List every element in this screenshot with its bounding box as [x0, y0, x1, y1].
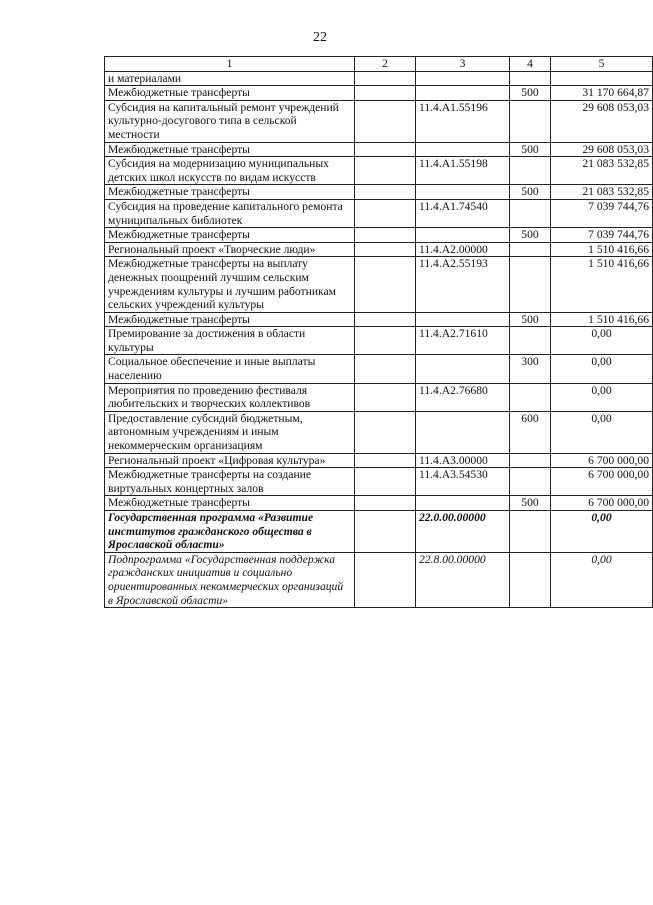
row-expense-type-cell	[510, 552, 551, 607]
row-amount-cell: 6 700 000,00	[551, 468, 653, 496]
row-column-2-cell	[355, 86, 416, 101]
row-code-cell: 11.4.А2.55193	[416, 257, 510, 312]
row-name-cell: Межбюджетные трансферты	[105, 312, 355, 327]
row-name-cell: Межбюджетные трансферты	[105, 228, 355, 243]
row-expense-type-cell: 500	[510, 496, 551, 511]
row-expense-type-cell: 600	[510, 411, 551, 453]
table-row	[105, 383, 653, 411]
row-amount-cell: 7 039 744,76	[551, 228, 653, 243]
table-row	[105, 199, 653, 227]
row-code-cell: 11.4.А3.54530	[416, 468, 510, 496]
column-header-3: 3	[416, 57, 510, 72]
row-column-2-cell	[355, 411, 416, 453]
row-column-2-cell	[355, 327, 416, 355]
row-code-cell: 11.4.А1.55196	[416, 100, 510, 142]
table-row	[105, 355, 653, 383]
row-code-cell: 11.4.А2.71610	[416, 327, 510, 355]
table-row	[105, 327, 653, 355]
row-expense-type-cell	[510, 257, 551, 312]
table-row	[105, 312, 653, 327]
row-amount-cell: 21 083 532,85	[551, 185, 653, 200]
table-row	[105, 453, 653, 468]
row-name-cell: Региональный проект «Цифровая культура»	[105, 453, 355, 468]
row-amount-cell: 0,00	[551, 327, 653, 355]
row-expense-type-cell: 500	[510, 185, 551, 200]
column-header-5: 5	[551, 57, 653, 72]
row-column-2-cell	[355, 228, 416, 243]
table-row	[105, 71, 653, 86]
table-row	[105, 86, 653, 101]
table-row	[105, 552, 653, 607]
row-name-cell: Субсидия на капитальный ремонт учреждений культурно-досугового типа в сельской местности	[105, 100, 355, 142]
row-column-2-cell	[355, 511, 416, 553]
row-code-cell	[416, 86, 510, 101]
row-name-cell: Государственная программа «Развитие институтов гражданского общества в Ярославской области»	[105, 511, 355, 553]
row-column-2-cell	[355, 468, 416, 496]
row-amount-cell: 29 608 053,03	[551, 100, 653, 142]
column-header-2: 2	[355, 57, 416, 72]
row-column-2-cell	[355, 257, 416, 312]
row-amount-cell: 6 700 000,00	[551, 453, 653, 468]
table-row	[105, 100, 653, 142]
row-amount-cell: 6 700 000,00	[551, 496, 653, 511]
row-amount-cell: 0,00	[551, 552, 653, 607]
row-amount-cell: 1 510 416,66	[551, 312, 653, 327]
row-column-2-cell	[355, 496, 416, 511]
row-amount-cell: 1 510 416,66	[551, 242, 653, 257]
table-row	[105, 511, 653, 553]
table-row	[105, 185, 653, 200]
table-row	[105, 157, 653, 185]
budget-table	[104, 56, 653, 608]
row-expense-type-cell	[510, 383, 551, 411]
row-expense-type-cell	[510, 242, 551, 257]
row-name-cell: Межбюджетные трансферты	[105, 86, 355, 101]
row-amount-cell: 0,00	[551, 411, 653, 453]
row-code-cell: 11.4.А2.00000	[416, 242, 510, 257]
row-code-cell: 22.0.00.00000	[416, 511, 510, 553]
row-column-2-cell	[355, 312, 416, 327]
column-header-1: 1	[105, 57, 355, 72]
row-code-cell	[416, 228, 510, 243]
row-expense-type-cell	[510, 453, 551, 468]
table-row	[105, 142, 653, 157]
row-code-cell: 11.4.А1.55198	[416, 157, 510, 185]
row-amount-cell: 0,00	[551, 383, 653, 411]
row-amount-cell	[551, 71, 653, 86]
row-amount-cell: 31 170 664,87	[551, 86, 653, 101]
row-expense-type-cell: 300	[510, 355, 551, 383]
row-amount-cell: 0,00	[551, 355, 653, 383]
row-expense-type-cell	[510, 511, 551, 553]
table-row	[105, 242, 653, 257]
row-name-cell: Премирование за достижения в области культуры	[105, 327, 355, 355]
row-expense-type-cell: 500	[510, 142, 551, 157]
row-name-cell: и материалами	[105, 71, 355, 86]
row-expense-type-cell	[510, 327, 551, 355]
table-row	[105, 468, 653, 496]
row-amount-cell: 0,00	[551, 511, 653, 553]
row-column-2-cell	[355, 453, 416, 468]
row-name-cell: Субсидия на модернизацию муниципальных детских школ искусств по видам искусств	[105, 157, 355, 185]
row-name-cell: Межбюджетные трансферты	[105, 185, 355, 200]
row-name-cell: Социальное обеспечение и иные выплаты населению	[105, 355, 355, 383]
row-amount-cell: 21 083 532,85	[551, 157, 653, 185]
row-code-cell	[416, 185, 510, 200]
row-expense-type-cell: 500	[510, 86, 551, 101]
row-expense-type-cell	[510, 100, 551, 142]
row-column-2-cell	[355, 157, 416, 185]
row-code-cell	[416, 411, 510, 453]
row-name-cell: Мероприятия по проведению фестиваля любительских и творческих коллективов	[105, 383, 355, 411]
row-expense-type-cell	[510, 71, 551, 86]
row-column-2-cell	[355, 199, 416, 227]
row-amount-cell: 29 608 053,03	[551, 142, 653, 157]
row-amount-cell: 7 039 744,76	[551, 199, 653, 227]
row-code-cell	[416, 142, 510, 157]
row-column-2-cell	[355, 355, 416, 383]
row-column-2-cell	[355, 142, 416, 157]
table-row	[105, 411, 653, 453]
table-header-row	[105, 57, 653, 72]
row-column-2-cell	[355, 242, 416, 257]
row-name-cell: Предоставление субсидий бюджетным, автономным учреждениям и иным некоммерческим организациям	[105, 411, 355, 453]
table-row	[105, 496, 653, 511]
row-code-cell: 11.4.А1.74540	[416, 199, 510, 227]
row-expense-type-cell: 500	[510, 312, 551, 327]
row-code-cell	[416, 355, 510, 383]
table-row	[105, 228, 653, 243]
column-header-4: 4	[510, 57, 551, 72]
row-column-2-cell	[355, 552, 416, 607]
row-name-cell: Субсидия на проведение капитального ремонта муниципальных библиотек	[105, 199, 355, 227]
row-code-cell: 22.8.00.00000	[416, 552, 510, 607]
row-name-cell: Межбюджетные трансферты на создание виртуальных концертных залов	[105, 468, 355, 496]
row-code-cell: 11.4.А2.76680	[416, 383, 510, 411]
row-name-cell: Межбюджетные трансферты	[105, 142, 355, 157]
row-column-2-cell	[355, 185, 416, 200]
row-column-2-cell	[355, 383, 416, 411]
row-code-cell	[416, 312, 510, 327]
row-expense-type-cell	[510, 468, 551, 496]
row-amount-cell: 1 510 416,66	[551, 257, 653, 312]
table-body	[105, 71, 653, 608]
row-name-cell: Региональный проект «Творческие люди»	[105, 242, 355, 257]
row-expense-type-cell	[510, 157, 551, 185]
row-name-cell: Межбюджетные трансферты	[105, 496, 355, 511]
row-name-cell: Подпрограмма «Государственная поддержка гражданских инициатив и социально ориентированных некоммерческих организаций в Ярославской области»	[105, 552, 355, 607]
row-expense-type-cell: 500	[510, 228, 551, 243]
row-code-cell: 11.4.А3.00000	[416, 453, 510, 468]
row-code-cell	[416, 71, 510, 86]
row-name-cell: Межбюджетные трансферты на выплату денежных поощрений лучшим сельским учреждениям культуры и лучшим работникам сельских учреждений культуры	[105, 257, 355, 312]
page-number: 22	[313, 30, 327, 45]
row-column-2-cell	[355, 100, 416, 142]
row-expense-type-cell	[510, 199, 551, 227]
row-code-cell	[416, 496, 510, 511]
row-column-2-cell	[355, 71, 416, 86]
table-row	[105, 257, 653, 312]
